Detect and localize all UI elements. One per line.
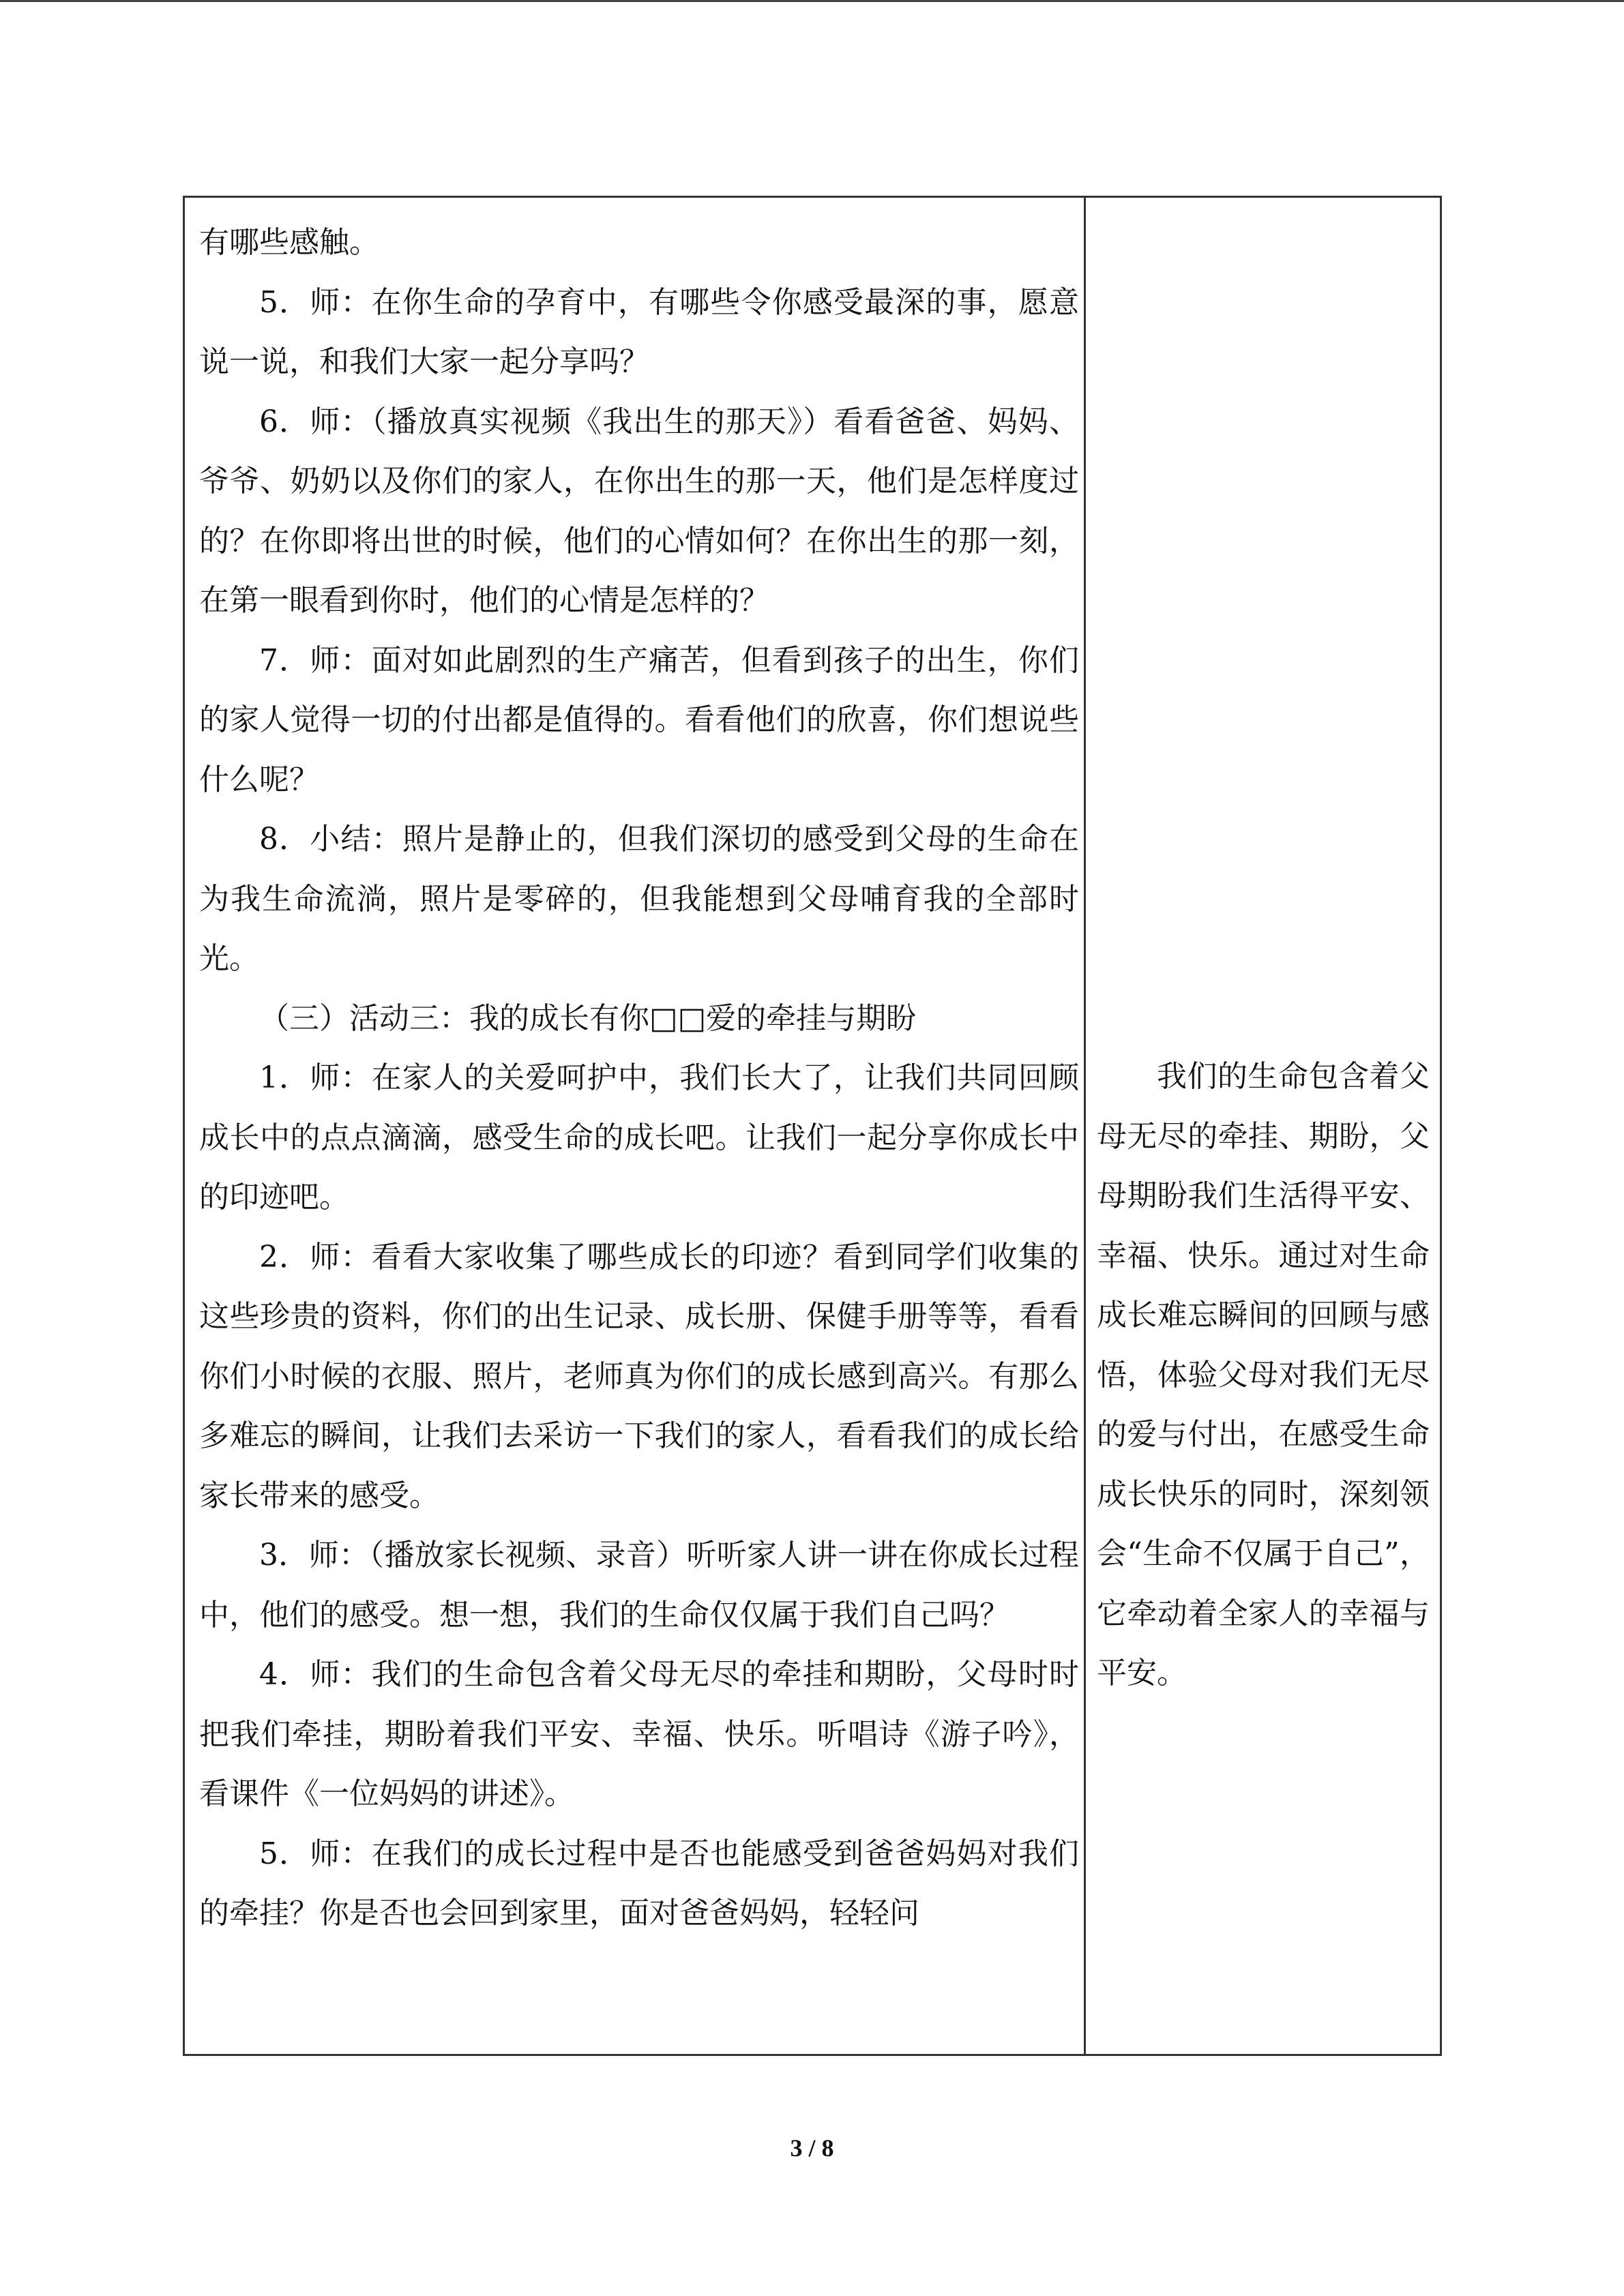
design-intent-note: 我们的生命包含着父母无尽的牵挂、期盼，父母期盼我们生活得平安、幸福、快乐。通过对生命成长难忘瞬间的回顾与感悟，体验父母对我们无尽的爱与付出，在感受生命成长快乐的同时，深刻领会“生命不仅属于自己”，它牵动着全家人的幸福与平安。 [1097, 1059, 1430, 1690]
paragraph-activity-step-4: 4．师：我们的生命包含着父母无尽的牵挂和期盼，父母时时把我们牵挂，期盼着我们平安、幸福、快乐。听唱诗《游子吟》，看课件《一位妈妈的讲述》。 [199, 1657, 1079, 1811]
paragraph-summary: 8．小结：照片是静止的，但我们深切的感受到父母的生命在为我生命流淌，照片是零碎的，但我能想到父母哺育我的全部时光。 [199, 822, 1079, 976]
teaching-process-column [199, 213, 1079, 1943]
design-intent-column [1097, 1047, 1430, 1703]
paragraph-activity-step-1: 1．师：在家人的关爱呵护中，我们长大了，让我们共同回顾成长中的点点滴滴，感受生命的成长吧。让我们一起分享你成长中的印迹吧。 [199, 1060, 1079, 1214]
lesson-plan-table [183, 196, 1442, 2056]
paragraph-step-5: 5．师：在你生命的孕育中，有哪些令你感受最深的事，愿意说一说，和我们大家一起分享吗？ [199, 284, 1079, 379]
paragraph-activity-step-5: 5．师：在我们的成长过程中是否也能感受到爸爸妈妈对我们的牵挂？你是否也会回到家里，面对爸爸妈妈，轻轻问 [199, 1836, 1079, 1930]
paragraph-step-7: 7．师：面对如此剧烈的生产痛苦，但看到孩子的出生，你们的家人觉得一切的付出都是值得的。看看他们的欣喜，你们想说些什么呢？ [199, 642, 1079, 797]
paragraph-step-6: 6．师：（播放真实视频《我出生的那天》）看看爸爸、妈妈、爷爷、奶奶以及你们的家人，在你出生的那一天，他们是怎样度过的？在你即将出世的时候，他们的心情如何？在你出生的那一刻，在第一眼看到你时，他们的心情是怎样的？ [199, 404, 1079, 618]
page-number: 3 / 8 [790, 2134, 834, 2162]
page-top-border [0, 0, 1624, 2]
activity-three-heading: （三）活动三：我的成长有你□□爱的牵挂与期盼 [259, 1000, 917, 1036]
column-divider [1084, 198, 1086, 2054]
paragraph-activity-step-2: 2．师：看看大家收集了哪些成长的印迹？看到同学们收集的这些珍贵的资料，你们的出生记录、成长册、保健手册等等，看看你们小时候的衣服、照片，老师真为你们的成长感到高兴。有那么多难忘的瞬间，让我们去采访一下我们的家人，看看我们的成长给家长带来的感受。 [199, 1239, 1079, 1513]
paragraph-activity-step-3: 3．师：（播放家长视频、录音）听听家人讲一讲在你成长过程中，他们的感受。想一想，我们的生命仅仅属于我们自己吗？ [199, 1538, 1079, 1632]
paragraph-continuation: 有哪些感触。 [199, 225, 379, 260]
